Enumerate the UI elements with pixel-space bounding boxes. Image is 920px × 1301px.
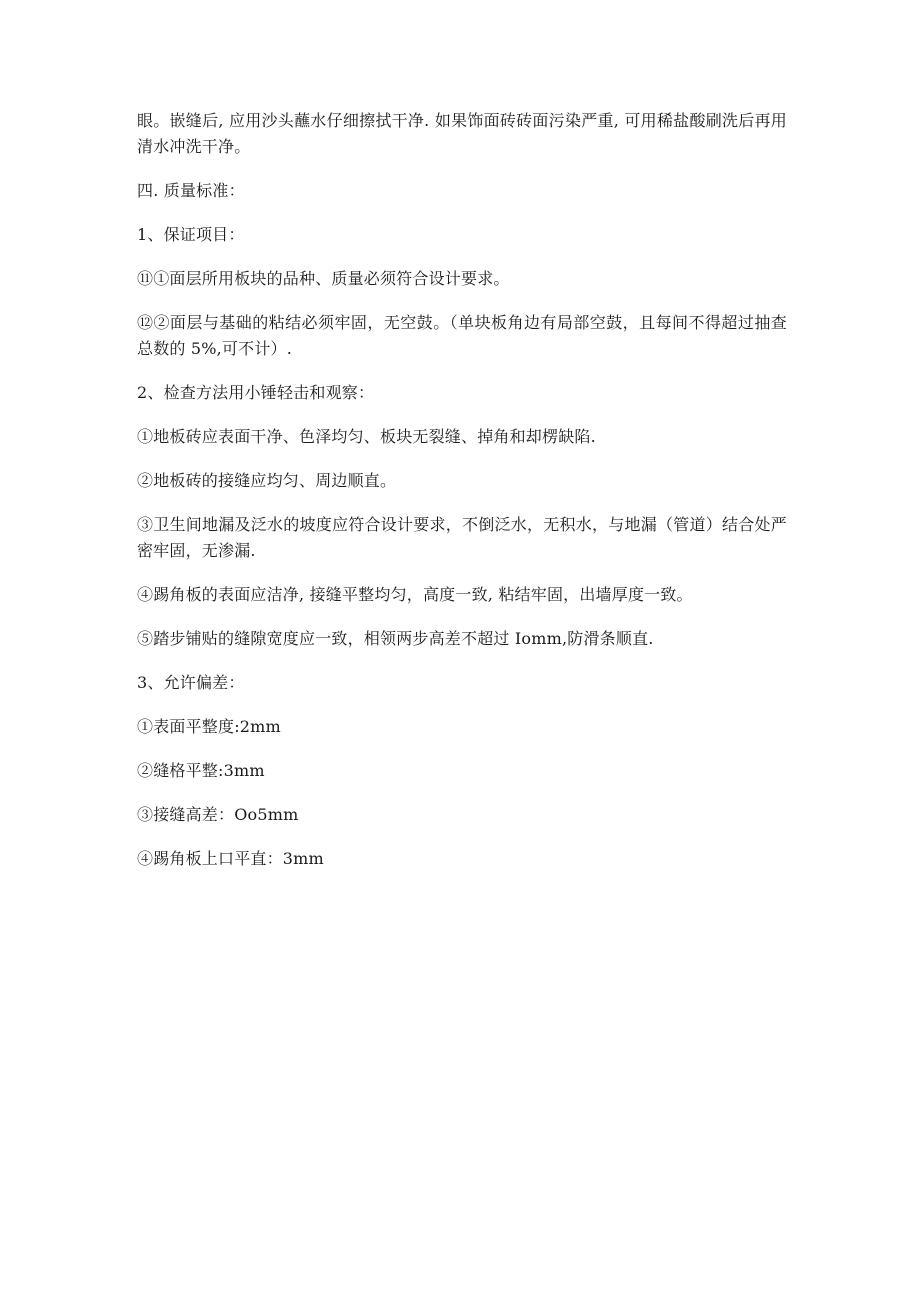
list-item-deviation-1: ①表面平整度:2mm: [137, 717, 281, 736]
list-item-guarantee-1: ⑪①面层所用板块的品种、质量必须符合设计要求。: [137, 269, 510, 288]
list-item-deviation-2: ②缝格平整:3mm: [137, 761, 265, 780]
paragraph-grouting-cleanup: 眼。嵌缝后, 应用沙头蘸水仔细擦拭干净. 如果饰面砖砖面污染严重, 可用稀盐酸刷洗后再用清水冲洗干净。: [137, 111, 787, 156]
list-item-inspection-2: ②地板砖的接缝应均匀、周边顺直。: [137, 471, 397, 490]
list-item-inspection-4: ④踢角板的表面应洁净, 接缝平整均匀，高度一致, 粘结牢固，出墙厚度一致。: [137, 585, 693, 604]
subheading-allowed-deviation: 3、允许偏差：: [137, 673, 245, 692]
section-heading-quality-standard: 四. 质量标准：: [137, 181, 245, 200]
list-item-inspection-1: ①地板砖应表面干净、色泽均匀、板块无裂缝、掉角和却楞缺陷.: [137, 427, 596, 446]
subheading-inspection-method: 2、检查方法用小锤轻击和观察：: [137, 383, 375, 402]
list-item-inspection-3: ③卫生间地漏及泛水的坡度应符合设计要求，不倒泛水，无积水，与地漏（管道）结合处严密牢固，无渗漏.: [137, 515, 787, 560]
document-body: [137, 108, 787, 890]
list-item-deviation-3: ③接缝高差：Oo5mm: [137, 805, 299, 824]
list-item-deviation-4: ④踢角板上口平直：3mm: [137, 849, 324, 868]
list-item-inspection-5: ⑤踏步铺贴的缝隙宽度应一致，相领两步高差不超过 Iomm,防滑条顺直.: [137, 629, 654, 648]
list-item-guarantee-2: ⑫②面层与基础的粘结必须牢固，无空鼓。（单块板角边有局部空鼓，且每间不得超过抽查总数的 5%,可不计）.: [137, 313, 787, 358]
subheading-guarantee-items: 1、保证项目：: [137, 225, 245, 244]
